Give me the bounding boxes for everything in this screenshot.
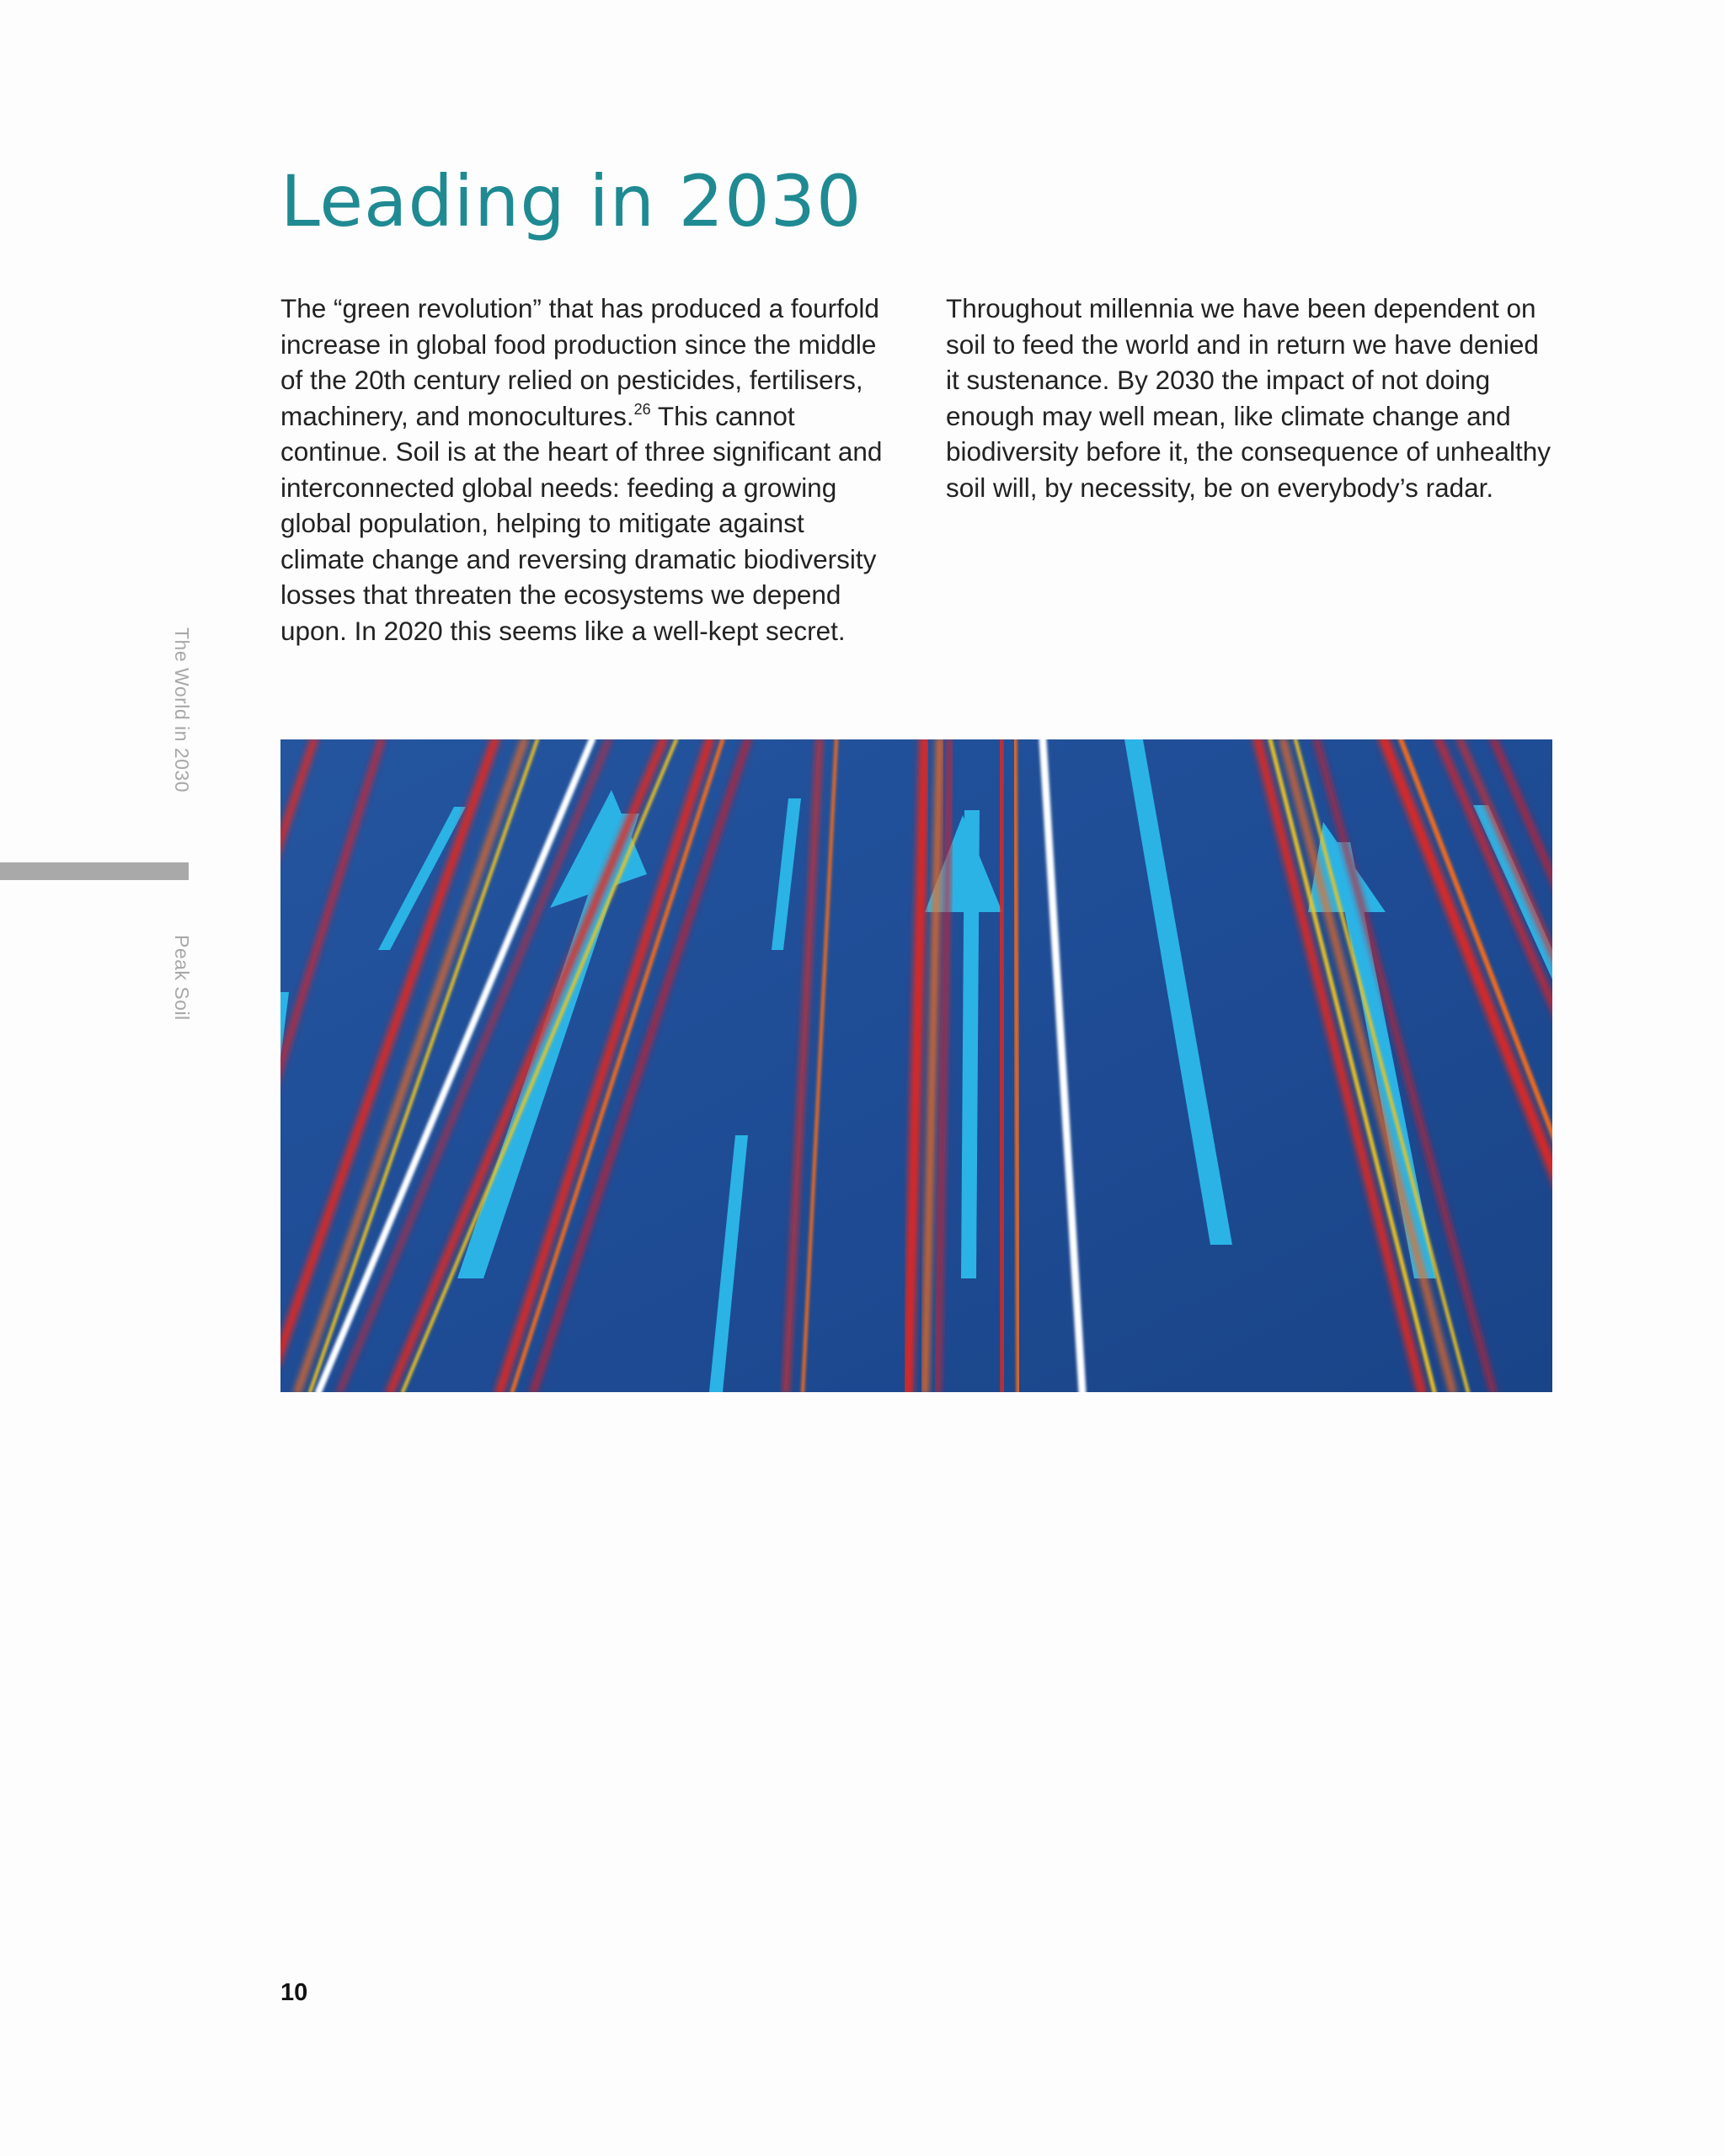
body-text-left: The “green revolution” that has produced a fourfold increase in global food production since the middle of the 20th century relied on pesticides, fertilisers, machinery, and monocultures. — [280, 293, 879, 431]
road-light-trails-photo — [280, 739, 1552, 1392]
body-column-left — [280, 291, 887, 648]
footnote-reference[interactable]: 26 — [633, 400, 651, 418]
trail — [1001, 739, 1003, 1392]
page-title: Leading in 2030 — [280, 160, 862, 243]
body-text-left-continued: This cannot continue. Soil is at the heart of three significant and interconnected global needs: feeding a growing global population, helping to mitigate against climate change and reversing dramatic biodiversity losses that threaten the ecosystems we depend upon. In 2020 this seems like a well-kept secret. — [280, 400, 883, 646]
page-number: 10 — [280, 1979, 308, 2006]
sidebar-marker-bar — [0, 862, 189, 880]
sidebar-publication-title: The World in 2030 — [171, 627, 193, 793]
road-photo-graphic — [280, 739, 1552, 1392]
sidebar-section-title: Peak Soil — [171, 935, 193, 1021]
body-column-right: Throughout millennia we have been dependent on soil to feed the world and in return we have denied it sustenance. By 2030 the impact of not doing enough may well mean, like climate change and biodiversity before it, the consequence of unhealthy soil will, by necessity, be on everybody’s radar. — [946, 293, 1551, 503]
